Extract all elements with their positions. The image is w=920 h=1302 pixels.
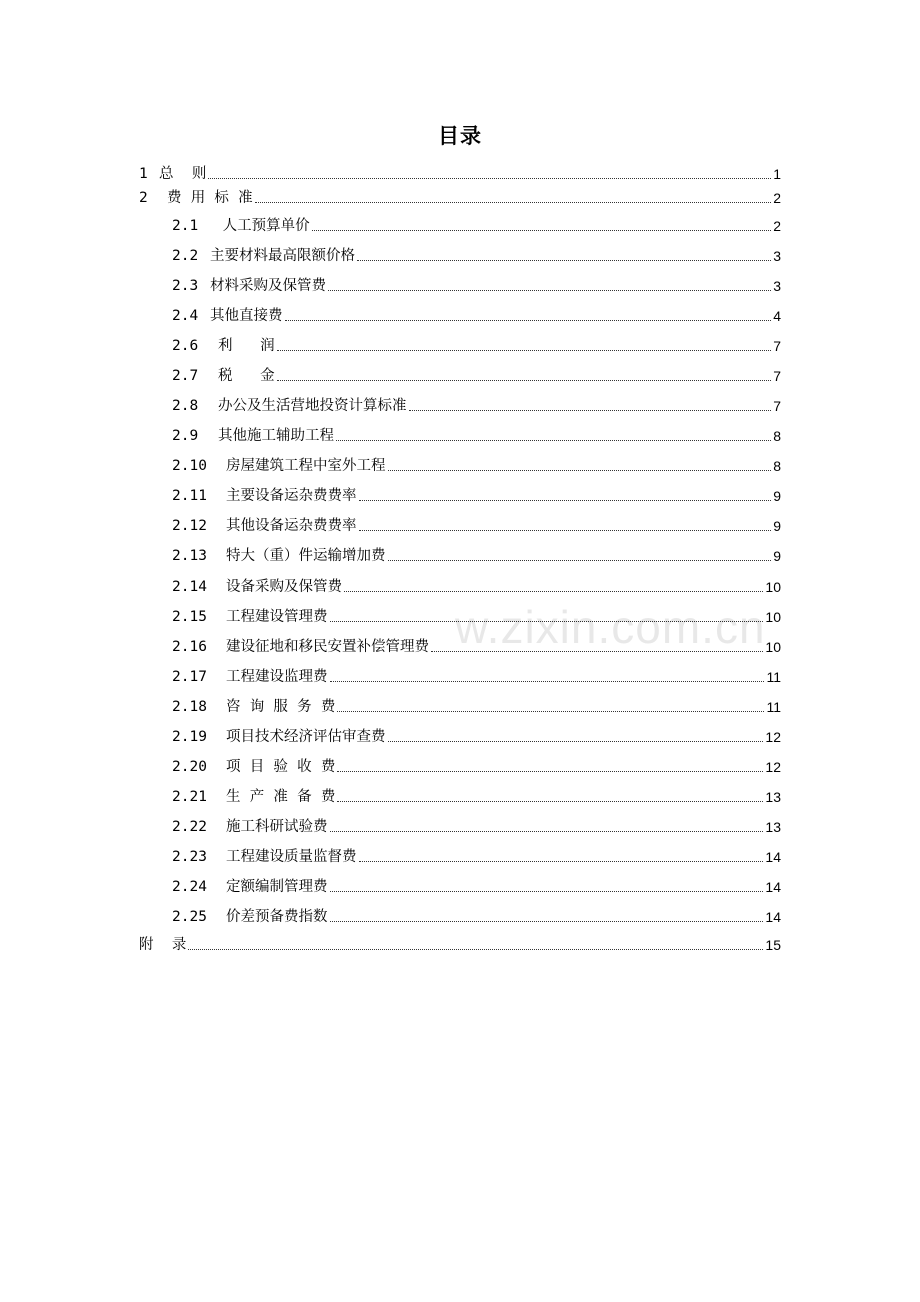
toc-entry-number: 2.7 [172,368,199,384]
toc-entry-title: 咨 询 服 务 费 [226,699,336,715]
toc-entry[interactable] [172,213,781,235]
dot-leader [188,949,763,950]
dot-leader [330,681,765,682]
toc-entry-number: 2.16 [172,639,207,655]
dot-leader [357,260,771,261]
toc-entry[interactable] [172,664,781,686]
toc-entry-number: 2.21 [172,789,207,805]
toc-entry[interactable] [172,483,781,505]
dot-leader [388,470,772,471]
toc-entry-title: 税 金 [218,368,275,384]
toc-entry-number: 2.2 [172,248,199,264]
toc-entry-page: 9 [773,488,781,504]
toc-entry-number: 2.3 [172,278,199,294]
toc-entry[interactable] [172,844,781,866]
toc-entry-number: 2.18 [172,699,207,715]
toc-entry-title: 生 产 准 备 费 [226,789,336,805]
toc-entry-page: 8 [773,458,781,474]
toc-entry-page: 3 [773,278,781,294]
dot-leader [359,530,772,531]
toc-entry-page: 2 [773,190,781,206]
toc-entry-page: 1 [773,166,781,182]
toc-entry-page: 14 [765,879,781,895]
toc-entry-page: 4 [773,308,781,324]
toc-entry[interactable] [139,161,781,183]
toc-entry-page: 14 [765,849,781,865]
toc-entry-title: 附 录 [139,937,187,953]
dot-leader [337,801,763,802]
toc-entry-title: 费 用 标 准 [167,190,253,206]
toc-entry-page: 14 [765,909,781,925]
toc-entry-number: 2.6 [172,338,199,354]
dot-leader [277,380,772,381]
toc-entry[interactable] [172,333,781,355]
dot-leader [208,178,771,179]
toc-entry-page: 8 [773,428,781,444]
toc-entry-title: 主要材料最高限额价格 [210,248,355,264]
dot-leader [312,230,772,231]
toc-entry[interactable] [172,363,781,385]
toc-entry[interactable] [172,694,781,716]
toc-entry-page: 12 [765,759,781,775]
toc-entry-page: 10 [765,609,781,625]
toc-entry-page: 11 [766,669,781,685]
dot-leader [337,711,764,712]
toc-entry-page: 7 [773,368,781,384]
toc-entry-title: 设备采购及保管费 [226,579,342,595]
toc-entry-title: 施工科研试验费 [226,819,328,835]
toc-entry-title: 工程建设质量监督费 [226,849,357,865]
toc-entry-number: 2.11 [172,488,207,504]
toc-entry[interactable] [172,453,781,475]
toc-entry-page: 2 [773,218,781,234]
toc-entry-number: 2.14 [172,579,207,595]
dot-leader [359,861,764,862]
dot-leader [409,410,772,411]
toc-entry-title: 其他施工辅助工程 [218,428,334,444]
toc-entry[interactable] [139,932,781,954]
toc-entry-title: 房屋建筑工程中室外工程 [226,458,386,474]
toc-entry-number: 2 [139,190,148,206]
toc-entry-page: 9 [773,548,781,564]
toc-entry[interactable] [172,393,781,415]
toc-entry-page: 10 [765,579,781,595]
toc-entry-title: 价差预备费指数 [226,909,328,925]
toc-entry-number: 2.12 [172,518,207,534]
toc-entry-number: 2.8 [172,398,199,414]
dot-leader [328,290,771,291]
toc-entry-number: 1 [139,166,148,182]
dot-leader [255,202,772,203]
toc-entry-number: 2.10 [172,458,207,474]
toc-entry-number: 2.13 [172,548,207,564]
toc-entry-title: 建设征地和移民安置补偿管理费 [226,639,429,655]
dot-leader [285,320,772,321]
toc-entry-page: 7 [773,398,781,414]
toc-entry-page: 9 [773,518,781,534]
toc-entry[interactable] [172,904,781,926]
toc-entry-page: 7 [773,338,781,354]
toc-entry-title: 项 目 验 收 费 [226,759,336,775]
toc-entry-page: 3 [773,248,781,264]
toc-entry[interactable] [172,273,781,295]
toc-entry[interactable] [172,574,781,596]
toc-entry-number: 2.22 [172,819,207,835]
dot-leader [359,500,772,501]
dot-leader [277,350,772,351]
toc-entry-title: 其他设备运杂费费率 [226,518,357,534]
page-title: 目录 [438,124,482,148]
toc-entry-title: 办公及生活营地投资计算标准 [218,398,407,414]
toc-entry-title: 利 润 [218,338,275,354]
toc-entry[interactable] [172,754,781,776]
dot-leader [388,741,764,742]
toc-entry-title: 材料采购及保管费 [210,278,326,294]
toc-entry-title: 其他直接费 [210,308,283,324]
toc-entry-title: 工程建设管理费 [226,609,328,625]
toc-entry-title: 定额编制管理费 [226,879,328,895]
toc-entry-number: 2.9 [172,428,199,444]
toc-entry-page: 13 [765,789,781,805]
dot-leader [344,591,763,592]
toc-entry-page: 12 [765,729,781,745]
toc-entry[interactable] [172,874,781,896]
toc-entry-number: 2.23 [172,849,207,865]
toc-entry-number: 2.24 [172,879,207,895]
toc-entry[interactable] [172,724,781,746]
toc-entry-title: 人工预算单价 [218,218,310,234]
dot-leader [336,440,771,441]
toc-entry-page: 15 [765,937,781,953]
toc-entry-title: 项目技术经济评估审查费 [226,729,386,745]
toc-entry-title: 主要设备运杂费费率 [226,488,357,504]
toc-entry-number: 2.4 [172,308,199,324]
toc-entry-page: 13 [765,819,781,835]
dot-leader [337,771,763,772]
toc-entry-title: 总 则 [159,166,207,182]
toc-entry-number: 2.1 [172,218,199,234]
toc-entry-title: 工程建设监理费 [226,669,328,685]
dot-leader [330,891,764,892]
toc-entry[interactable] [172,814,781,836]
toc-entry-title: 特大（重）件运输增加费 [226,548,386,564]
toc-entry[interactable] [172,543,781,565]
toc-entry-number: 2.15 [172,609,207,625]
toc-entry-number: 2.19 [172,729,207,745]
watermark: w.zixin.com.cn [455,601,766,653]
toc-entry-number: 2.25 [172,909,207,925]
toc-entry[interactable] [172,513,781,535]
dot-leader [330,831,764,832]
toc-entry-number: 2.17 [172,669,207,685]
dot-leader [330,921,764,922]
toc-entry[interactable] [139,185,781,207]
toc-entry[interactable] [172,243,781,265]
dot-leader [388,560,772,561]
toc-entry[interactable] [172,784,781,806]
toc-entry-page: 10 [765,639,781,655]
toc-entry-page: 11 [766,699,781,715]
toc-entry-number: 2.20 [172,759,207,775]
toc-entry[interactable] [172,303,781,325]
toc-entry[interactable] [172,423,781,445]
